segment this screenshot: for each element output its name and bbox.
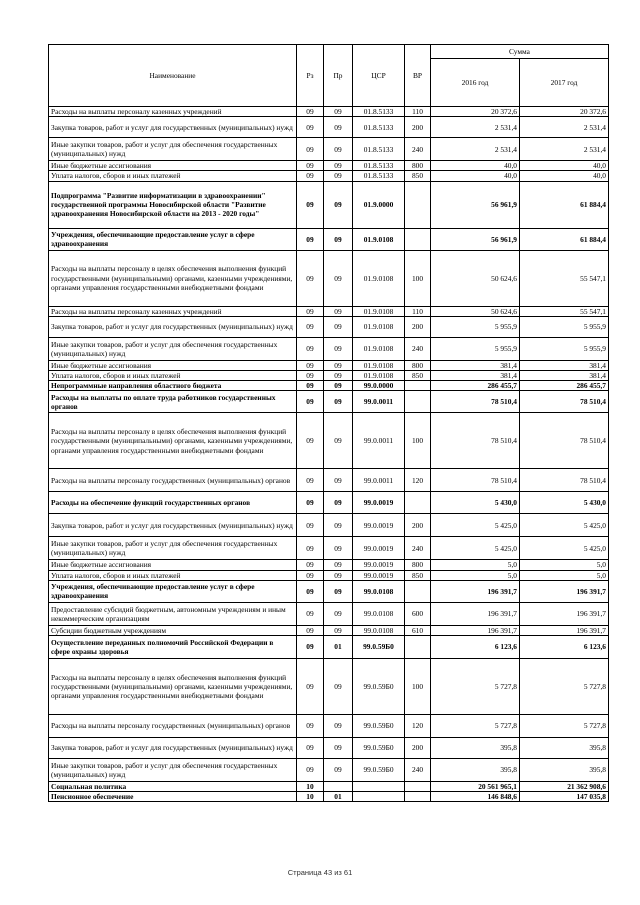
cell-rz: 09	[297, 759, 324, 782]
cell-pr: 09	[324, 360, 353, 370]
cell-name: Расходы на выплаты персоналу казенных учреждений	[49, 306, 297, 316]
cell-amount-2017: 78 510,4	[520, 469, 609, 492]
cell-csr: 99.0.0108	[353, 625, 405, 635]
cell-amount-2017: 381,4	[520, 371, 609, 381]
cell-rz: 09	[297, 107, 324, 117]
cell-pr: 09	[324, 625, 353, 635]
cell-name: Расходы на выплаты персоналу государственных (муниципальных) органов	[49, 715, 297, 738]
table-row	[49, 161, 609, 171]
cell-name: Расходы на выплаты персоналу государственных (муниципальных) органов	[49, 469, 297, 492]
cell-csr: 01.9.0108	[353, 337, 405, 360]
table-row	[49, 792, 609, 802]
cell-csr: 01.9.0108	[353, 250, 405, 306]
cell-vr: 240	[405, 138, 431, 161]
cell-amount-2016: 78 510,4	[431, 469, 520, 492]
cell-rz: 10	[297, 792, 324, 802]
cell-amount-2017: 21 362 908,6	[520, 782, 609, 792]
cell-name: Учреждения, обеспечивающие предоставление услуг в сфере здравоохранения	[49, 580, 297, 602]
cell-name: Расходы на выплаты персоналу в целях обеспечения выполнения функций государственными (муниципальными) органами, казенными учреждениями, органами управления государственными внебюджетными фондами	[49, 250, 297, 306]
cell-vr	[405, 391, 431, 413]
table-row	[49, 560, 609, 570]
cell-rz: 09	[297, 391, 324, 413]
cell-amount-2017: 5,0	[520, 570, 609, 580]
cell-name: Уплата налогов, сборов и иных платежей	[49, 371, 297, 381]
cell-name: Иные закупки товаров, работ и услуг для обеспечения государственных (муниципальных) нужд	[49, 759, 297, 782]
cell-csr: 01.9.0108	[353, 371, 405, 381]
table-row	[49, 181, 609, 228]
cell-pr: 09	[324, 316, 353, 337]
cell-vr: 600	[405, 602, 431, 625]
cell-csr: 99.0.0011	[353, 413, 405, 469]
cell-rz: 09	[297, 250, 324, 306]
cell-name: Иные бюджетные ассигнования	[49, 560, 297, 570]
cell-amount-2017: 196 391,7	[520, 625, 609, 635]
cell-vr	[405, 782, 431, 792]
cell-amount-2017: 78 510,4	[520, 391, 609, 413]
cell-name: Закупка товаров, работ и услуг для государственных (муниципальных) нужд	[49, 316, 297, 337]
cell-pr: 09	[324, 107, 353, 117]
cell-vr: 100	[405, 250, 431, 306]
cell-amount-2017: 20 372,6	[520, 107, 609, 117]
cell-amount-2017: 78 510,4	[520, 413, 609, 469]
cell-vr: 800	[405, 161, 431, 171]
cell-pr: 09	[324, 337, 353, 360]
cell-pr: 09	[324, 659, 353, 715]
cell-rz: 09	[297, 117, 324, 138]
table-row	[49, 492, 609, 514]
cell-pr: 09	[324, 181, 353, 228]
table-row	[49, 228, 609, 250]
header-csr: ЦСР	[353, 45, 405, 107]
cell-amount-2017: 2 531,4	[520, 117, 609, 138]
cell-amount-2016: 5,0	[431, 560, 520, 570]
cell-amount-2017: 40,0	[520, 161, 609, 171]
cell-vr: 850	[405, 371, 431, 381]
cell-pr: 09	[324, 602, 353, 625]
cell-pr: 09	[324, 371, 353, 381]
cell-amount-2016: 286 455,7	[431, 381, 520, 391]
cell-csr: 99.0.0108	[353, 602, 405, 625]
table-row	[49, 570, 609, 580]
table-row	[49, 337, 609, 360]
cell-rz: 09	[297, 492, 324, 514]
cell-amount-2016: 381,4	[431, 360, 520, 370]
cell-vr	[405, 492, 431, 514]
cell-rz: 09	[297, 514, 324, 537]
cell-pr: 09	[324, 161, 353, 171]
cell-csr: 99.0.0019	[353, 570, 405, 580]
cell-pr: 09	[324, 171, 353, 181]
cell-name: Расходы на выплаты персоналу в целях обеспечения выполнения функций государственными (муниципальными) органами, казенными учреждениями, органами управления государственными внебюджетными фондами	[49, 413, 297, 469]
cell-name: Уплата налогов, сборов и иных платежей	[49, 171, 297, 181]
cell-pr: 09	[324, 250, 353, 306]
cell-rz: 09	[297, 228, 324, 250]
header-year-2017: 2017 год	[520, 59, 609, 107]
cell-vr: 240	[405, 759, 431, 782]
cell-vr	[405, 636, 431, 659]
cell-name: Расходы на обеспечение функций государственных органов	[49, 492, 297, 514]
cell-name: Осуществление переданных полномочий Российской Федерации в сфере охраны здоровья	[49, 636, 297, 659]
cell-pr: 09	[324, 738, 353, 759]
table-row	[49, 602, 609, 625]
table-row	[49, 715, 609, 738]
cell-vr: 100	[405, 413, 431, 469]
cell-amount-2016: 20 561 965,1	[431, 782, 520, 792]
cell-amount-2017: 196 391,7	[520, 602, 609, 625]
cell-rz: 09	[297, 360, 324, 370]
cell-vr: 200	[405, 738, 431, 759]
cell-amount-2016: 2 531,4	[431, 138, 520, 161]
cell-pr: 09	[324, 381, 353, 391]
budget-table	[48, 44, 609, 802]
cell-pr: 09	[324, 570, 353, 580]
cell-name: Закупка товаров, работ и услуг для государственных (муниципальных) нужд	[49, 117, 297, 138]
cell-vr: 100	[405, 659, 431, 715]
table-row	[49, 381, 609, 391]
cell-amount-2016: 40,0	[431, 171, 520, 181]
header-name: Наименование	[49, 45, 297, 107]
cell-rz: 09	[297, 659, 324, 715]
table-row	[49, 117, 609, 138]
cell-vr: 110	[405, 306, 431, 316]
cell-name: Иные закупки товаров, работ и услуг для обеспечения государственных (муниципальных) нужд	[49, 537, 297, 560]
cell-vr: 610	[405, 625, 431, 635]
cell-pr: 09	[324, 228, 353, 250]
table-row	[49, 360, 609, 370]
cell-pr: 09	[324, 391, 353, 413]
cell-name: Расходы на выплаты персоналу казенных учреждений	[49, 107, 297, 117]
cell-csr: 01.8.5133	[353, 171, 405, 181]
cell-rz: 09	[297, 469, 324, 492]
cell-name: Расходы на выплаты персоналу в целях обеспечения выполнения функций государственными (муниципальными) органами, казенными учреждениями, органами управления государственными внебюджетными фондами	[49, 659, 297, 715]
cell-pr: 09	[324, 492, 353, 514]
cell-vr: 800	[405, 360, 431, 370]
cell-vr	[405, 228, 431, 250]
table-row	[49, 391, 609, 413]
cell-amount-2017: 147 035,8	[520, 792, 609, 802]
cell-rz: 09	[297, 316, 324, 337]
budget-table-sheet	[48, 44, 608, 802]
cell-vr: 200	[405, 514, 431, 537]
header-rz: Рз	[297, 45, 324, 107]
cell-rz: 09	[297, 337, 324, 360]
cell-rz: 10	[297, 782, 324, 792]
cell-rz: 09	[297, 171, 324, 181]
cell-amount-2016: 196 391,7	[431, 602, 520, 625]
cell-amount-2016: 2 531,4	[431, 117, 520, 138]
cell-csr	[353, 792, 405, 802]
cell-amount-2017: 55 547,1	[520, 306, 609, 316]
cell-amount-2017: 5,0	[520, 560, 609, 570]
cell-rz: 09	[297, 138, 324, 161]
cell-vr: 850	[405, 171, 431, 181]
cell-amount-2017: 381,4	[520, 360, 609, 370]
cell-rz: 09	[297, 602, 324, 625]
cell-amount-2016: 381,4	[431, 371, 520, 381]
cell-name: Закупка товаров, работ и услуг для государственных (муниципальных) нужд	[49, 738, 297, 759]
cell-rz: 09	[297, 570, 324, 580]
cell-amount-2016: 5 955,9	[431, 316, 520, 337]
cell-name: Иные бюджетные ассигнования	[49, 161, 297, 171]
cell-vr: 850	[405, 570, 431, 580]
cell-amount-2016: 40,0	[431, 161, 520, 171]
page-footer: Страница 43 из 61	[287, 868, 353, 877]
cell-amount-2017: 61 884,4	[520, 228, 609, 250]
header-vr: ВР	[405, 45, 431, 107]
cell-vr: 800	[405, 560, 431, 570]
cell-name: Расходы на выплаты по оплате труда работников государственных органов	[49, 391, 297, 413]
cell-vr: 120	[405, 715, 431, 738]
cell-pr: 09	[324, 715, 353, 738]
cell-rz: 09	[297, 537, 324, 560]
cell-amount-2016: 5 430,0	[431, 492, 520, 514]
cell-vr	[405, 580, 431, 602]
cell-rz: 09	[297, 625, 324, 635]
cell-amount-2017: 395,8	[520, 759, 609, 782]
cell-csr: 99.0.0108	[353, 580, 405, 602]
table-row	[49, 514, 609, 537]
cell-pr: 09	[324, 306, 353, 316]
cell-pr: 09	[324, 537, 353, 560]
cell-rz: 09	[297, 738, 324, 759]
cell-csr: 01.9.0108	[353, 306, 405, 316]
table-row	[49, 636, 609, 659]
cell-csr: 99.0.59Б0	[353, 659, 405, 715]
cell-csr: 99.0.0019	[353, 492, 405, 514]
cell-pr: 09	[324, 514, 353, 537]
table-row	[49, 138, 609, 161]
cell-amount-2016: 146 848,6	[431, 792, 520, 802]
cell-amount-2016: 56 961,9	[431, 228, 520, 250]
header-sum: Сумма	[431, 45, 609, 59]
cell-vr	[405, 381, 431, 391]
cell-amount-2016: 395,8	[431, 738, 520, 759]
table-row	[49, 537, 609, 560]
cell-name: Субсидии бюджетным учреждениям	[49, 625, 297, 635]
cell-amount-2017: 5 430,0	[520, 492, 609, 514]
cell-amount-2017: 55 547,1	[520, 250, 609, 306]
cell-amount-2017: 5 955,9	[520, 337, 609, 360]
cell-amount-2017: 5 425,0	[520, 537, 609, 560]
cell-csr: 99.0.0019	[353, 537, 405, 560]
cell-amount-2016: 78 510,4	[431, 413, 520, 469]
cell-rz: 09	[297, 560, 324, 570]
cell-csr: 01.9.0108	[353, 316, 405, 337]
cell-rz: 09	[297, 161, 324, 171]
cell-vr: 200	[405, 117, 431, 138]
header-year-2016: 2016 год	[431, 59, 520, 107]
cell-amount-2017: 40,0	[520, 171, 609, 181]
cell-amount-2017: 395,8	[520, 738, 609, 759]
cell-rz: 09	[297, 181, 324, 228]
cell-csr: 99.0.0019	[353, 514, 405, 537]
cell-rz: 09	[297, 636, 324, 659]
cell-amount-2017: 5 955,9	[520, 316, 609, 337]
cell-pr: 09	[324, 469, 353, 492]
cell-name: Уплата налогов, сборов и иных платежей	[49, 570, 297, 580]
cell-amount-2017: 196 391,7	[520, 580, 609, 602]
cell-vr: 200	[405, 316, 431, 337]
cell-csr: 01.9.0108	[353, 360, 405, 370]
cell-amount-2016: 5 727,8	[431, 715, 520, 738]
table-row	[49, 625, 609, 635]
cell-name: Предоставление субсидий бюджетным, автономным учреждениям и иным некоммерческим организациям	[49, 602, 297, 625]
cell-amount-2017: 286 455,7	[520, 381, 609, 391]
table-row	[49, 107, 609, 117]
table-row	[49, 371, 609, 381]
cell-name: Учреждения, обеспечивающие предоставление услуг в сфере здравоохранения	[49, 228, 297, 250]
cell-amount-2017: 61 884,4	[520, 181, 609, 228]
table-row	[49, 782, 609, 792]
cell-amount-2017: 5 727,8	[520, 659, 609, 715]
cell-amount-2017: 5 425,0	[520, 514, 609, 537]
cell-name: Иные бюджетные ассигнования	[49, 360, 297, 370]
cell-amount-2016: 78 510,4	[431, 391, 520, 413]
table-row	[49, 306, 609, 316]
cell-amount-2016: 196 391,7	[431, 580, 520, 602]
cell-amount-2016: 5 425,0	[431, 514, 520, 537]
table-row	[49, 413, 609, 469]
cell-csr	[353, 782, 405, 792]
table-row	[49, 738, 609, 759]
cell-pr: 01	[324, 792, 353, 802]
cell-name: Социальная политика	[49, 782, 297, 792]
cell-pr: 01	[324, 636, 353, 659]
cell-csr: 01.8.5133	[353, 138, 405, 161]
cell-vr	[405, 792, 431, 802]
table-row	[49, 469, 609, 492]
table-row	[49, 759, 609, 782]
cell-amount-2016: 5 727,8	[431, 659, 520, 715]
cell-amount-2017: 5 727,8	[520, 715, 609, 738]
cell-csr: 01.9.0000	[353, 181, 405, 228]
cell-csr: 99.0.0011	[353, 469, 405, 492]
cell-csr: 99.0.59Б0	[353, 738, 405, 759]
cell-rz: 09	[297, 413, 324, 469]
cell-vr: 110	[405, 107, 431, 117]
cell-csr: 01.9.0108	[353, 228, 405, 250]
table-row	[49, 250, 609, 306]
cell-name: Подпрограмма "Развитие информатизации в здравоохранении" государственной программы Новосибирской области "Развитие здравоохранения Новосибирской области на 2013 - 2020 годы"	[49, 181, 297, 228]
cell-amount-2017: 6 123,6	[520, 636, 609, 659]
cell-name: Иные закупки товаров, работ и услуг для обеспечения государственных (муниципальных) нужд	[49, 138, 297, 161]
cell-pr: 09	[324, 759, 353, 782]
table-row	[49, 659, 609, 715]
cell-name: Непрограммные направления областного бюджета	[49, 381, 297, 391]
cell-amount-2016: 50 624,6	[431, 306, 520, 316]
cell-rz: 09	[297, 580, 324, 602]
cell-vr: 120	[405, 469, 431, 492]
table-row	[49, 316, 609, 337]
cell-csr: 99.0.59Б0	[353, 759, 405, 782]
cell-rz: 09	[297, 306, 324, 316]
header-pr: Пр	[324, 45, 353, 107]
cell-amount-2016: 20 372,6	[431, 107, 520, 117]
cell-amount-2016: 5 955,9	[431, 337, 520, 360]
cell-amount-2016: 6 123,6	[431, 636, 520, 659]
cell-csr: 99.0.0000	[353, 381, 405, 391]
cell-rz: 09	[297, 715, 324, 738]
cell-vr	[405, 181, 431, 228]
cell-name: Пенсионное обеспечение	[49, 792, 297, 802]
cell-csr: 99.0.59Б0	[353, 715, 405, 738]
cell-name: Иные закупки товаров, работ и услуг для обеспечения государственных (муниципальных) нужд	[49, 337, 297, 360]
cell-name: Закупка товаров, работ и услуг для государственных (муниципальных) нужд	[49, 514, 297, 537]
cell-amount-2016: 56 961,9	[431, 181, 520, 228]
cell-csr: 99.0.0011	[353, 391, 405, 413]
cell-rz: 09	[297, 371, 324, 381]
table-row	[49, 171, 609, 181]
cell-rz: 09	[297, 381, 324, 391]
cell-amount-2016: 5 425,0	[431, 537, 520, 560]
cell-amount-2017: 2 531,4	[520, 138, 609, 161]
cell-csr: 99.0.59Б0	[353, 636, 405, 659]
cell-pr	[324, 782, 353, 792]
cell-amount-2016: 5,0	[431, 570, 520, 580]
cell-pr: 09	[324, 580, 353, 602]
cell-pr: 09	[324, 413, 353, 469]
table-row	[49, 580, 609, 602]
cell-amount-2016: 196 391,7	[431, 625, 520, 635]
cell-csr: 01.8.5133	[353, 107, 405, 117]
cell-csr: 01.8.5133	[353, 161, 405, 171]
cell-csr: 99.0.0019	[353, 560, 405, 570]
cell-vr: 240	[405, 537, 431, 560]
cell-amount-2016: 395,8	[431, 759, 520, 782]
cell-amount-2016: 50 624,6	[431, 250, 520, 306]
cell-pr: 09	[324, 117, 353, 138]
cell-vr: 240	[405, 337, 431, 360]
cell-pr: 09	[324, 560, 353, 570]
table-body	[49, 107, 609, 802]
cell-csr: 01.8.5133	[353, 117, 405, 138]
cell-pr: 09	[324, 138, 353, 161]
